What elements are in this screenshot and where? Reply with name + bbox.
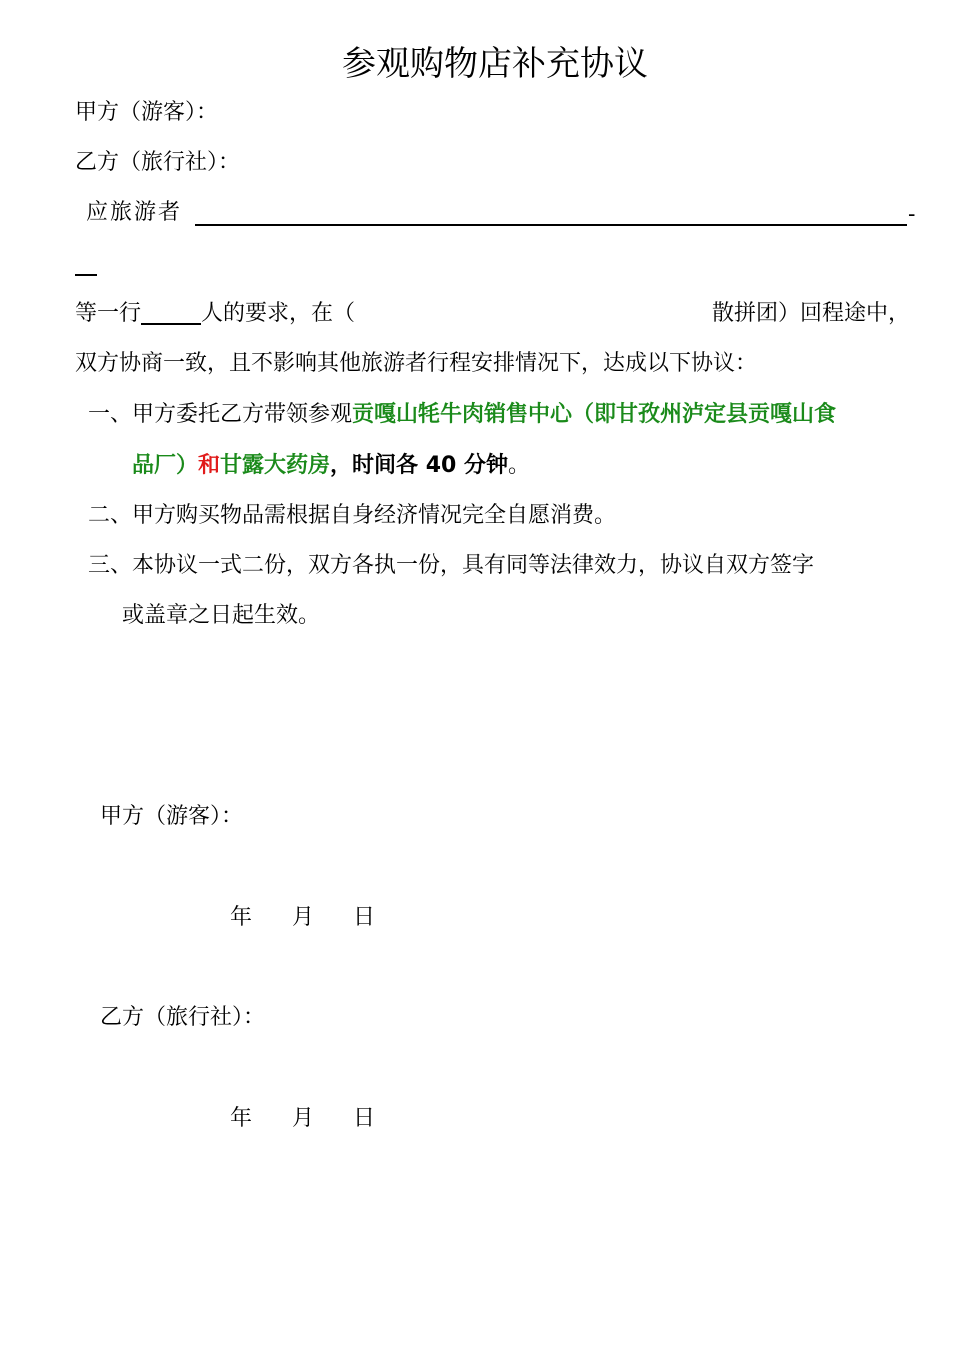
- clause-3-line-1: 三、本协议一式二份，双方各执一份，具有同等法律效力，协议自双方签字: [88, 553, 815, 578]
- clause-1-venue-1: 贡嘎山牦牛肉销售中心（即甘孜州泸定县贡嘎山食: [352, 402, 837, 427]
- tourist-name-blank: [195, 224, 907, 226]
- request-text-b: 人的要求，在（: [201, 301, 356, 326]
- clause-3-line-2: 或盖章之日起生效。: [122, 603, 321, 628]
- party-b-label: 乙方（旅行社）：: [75, 150, 241, 175]
- clause-1-and: 和: [198, 453, 221, 478]
- date-b-day: 日: [353, 1106, 376, 1131]
- clause-1-line-2: [132, 451, 530, 481]
- party-a-label: 甲方（游客）：: [75, 100, 219, 125]
- wrapped-dash: [75, 274, 97, 276]
- request-text-c: 散拼团）回程途中，: [712, 301, 911, 326]
- page-title: 参观购物店补充协议: [342, 44, 648, 84]
- signature-party-a: 甲方（游客）：: [100, 804, 244, 829]
- request-prefix: 应旅游者: [86, 200, 183, 225]
- clause-1-end: 。: [507, 453, 530, 478]
- clause-1-line-1: [88, 400, 836, 430]
- signature-party-b: 乙方（旅行社）：: [100, 1005, 266, 1030]
- date-b-year: 年: [230, 1106, 253, 1131]
- clause-1-venue-2: 甘露大药房: [220, 453, 331, 478]
- clause-1-duration: ，时间各 40 分钟: [330, 453, 508, 478]
- request-line-3: 双方协商一致，且不影响其他旅游者行程安排情况下，达成以下协议：: [75, 351, 758, 376]
- date-a-day: 日: [353, 905, 376, 930]
- date-a-month: 月: [292, 905, 315, 930]
- request-line-2: [75, 299, 355, 329]
- date-b-month: 月: [292, 1106, 315, 1131]
- clause-1-prefix: 一、甲方委托乙方带领参观: [88, 402, 353, 427]
- request-text-a: 等一行: [75, 301, 142, 326]
- clause-1-venue-1-end: 品厂）: [132, 453, 199, 478]
- clause-2: 二、甲方购买物品需根据自身经济情况完全自愿消费。: [88, 503, 617, 528]
- group-size-blank: [141, 301, 201, 325]
- trailing-dash: -: [908, 202, 916, 227]
- date-a-year: 年: [230, 905, 253, 930]
